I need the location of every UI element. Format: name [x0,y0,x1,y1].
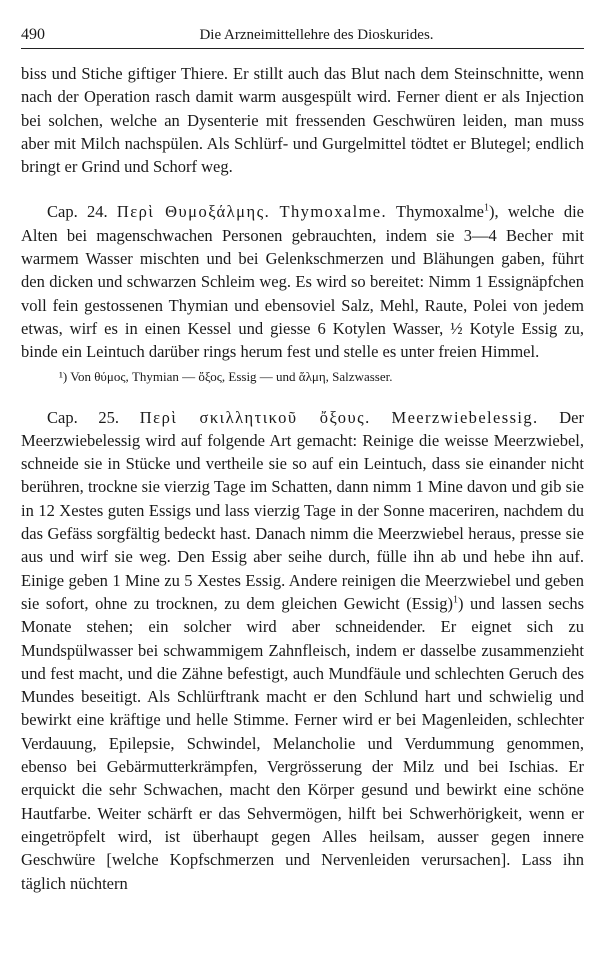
chapter-text: welche die Alten bei magenschwachen Personen gebrauchten, indem sie 3—4 Becher mit warmem Wasser mischten und bei Gelenkschmerzen und Blähungen gaben, führt den dicken und schwarzen Schleim weg. Es wird so bereitet: Nimm 1 Essignäpfchen voll fein gestossenen Thymian und ebensoviel Salz, Mehl, Raute, Polei von jedem etwas, wirf es in einen Kessel und giesse 6 Kotylen Wasser, ½ Kotyle Essig zu, binde ein Leintuch darüber rings herum fest und stelle es unter freien Himmel. [21,202,584,362]
chapter-25 [21,406,584,895]
chapter-24 [21,200,584,363]
chapter-label: Cap. 24. [47,202,108,222]
header-rule [21,48,584,49]
chapter-text-part-b: und lassen sechs Monate stehen; ein solcher wird aber schneidender. Er eignet sich zu Mundspülwasser bei schwammigem Zahnfleisch, indem er dasselbe zusammenzieht und fest macht, und die Zähne befestigt, auch Mundfäule und schlechten Geruch des Mundes beseitigt. Als Schlürftrank macht er den Schlund hart und schwielig und bewirkt eine kräftige und helle Stimme. Ferner wird er bei Magenleiden, schlechter Verdauung, Epilepsie, Schwindel, Melancholie und Verdummung genommen, ebenso bei Gebärmutterkrämpfen, Vergrösserung der Milz und bei Ischias. Er erquickt die sehr Schwachen, macht den Körper gesund und bewirkt eine schöne Hautfarbe. Weiter schärft er das Sehvermögen, hilft bei Schwerhörigkeit, wenn er eingetröpfelt wird, ist überhaupt gegen Alles heilsam, ausser gegen innere Geschwüre [welche Kopfschmerzen und Nervenleiden verursachen]. Lass ihn täglich nüchtern [21,593,584,893]
running-title: Die Arzneimittellehre des Dioskurides. [199,27,434,43]
footnote-text: ¹) Von θύμος, Thymian — ὄξος, Essig — und ἅλμη, Salzwasser. [59,368,393,384]
footnote [21,368,584,386]
running-header [21,24,584,46]
chapter-label: Cap. 25. [47,407,120,427]
latin-title: Meerzwiebelessig. [391,407,539,427]
paragraph-continuation [21,62,584,178]
latin-title: Thymoxalme. [279,202,388,222]
page-number: 490 [21,26,45,43]
close-paren: ) [458,593,464,613]
footnote-mark: 1 [453,594,458,606]
footnote-mark: 1 [484,202,489,214]
close-paren: ), [489,202,499,222]
greek-title: Περὶ σκιλλητικοῦ ὄξους. [139,407,371,427]
paragraph-text: biss und Stiche giftiger Thiere. Er stillt auch das Blut nach dem Steinschnitte, wenn nach der Operation rasch damit warm ausgespült wird. Ferner dient er als Injection bei solchen, welche an Dysenterie mit fressenden Geschwüren leiden, man muss aber mit Milch nachspülen. Als Schlürf- und Gurgelmittel tödtet er Blutegel; endlich bringt er Grind und Schorf weg. [21,64,584,177]
chapter-text-part-a: Der Meerzwiebelessig wird auf folgende Art gemacht: Reinige die weisse Meerzwiebel, schneide sie in Stücke und vertheile sie so auf ein Leintuch, dass sie einander nicht berühren, trockne sie vierzig Tage im Schatten, dann nimm 1 Mine davon und gib sie in 12 Xestes guten Essigs und lass vierzig Tage in der Sonne maceriren, nachdem du das Gefäss sorgfältig bedeckt hast. Danach nimm die Meerzwiebel heraus, presse sie aus und wirf sie weg. Den Essig aber seihe durch, fülle ihn ab und hebe ihn auf. Einige geben 1 Mine zu 5 Xestes Essig. Andere reinigen die Meerzwiebel und geben sie sofort, ohne zu trocknen, zu dem gleichen Gewicht (Essig) [21,407,584,613]
greek-title: Περὶ Θυμοξάλμης. [116,202,271,222]
lead-word: Thymoxalme [396,202,484,222]
book-page [21,24,584,895]
